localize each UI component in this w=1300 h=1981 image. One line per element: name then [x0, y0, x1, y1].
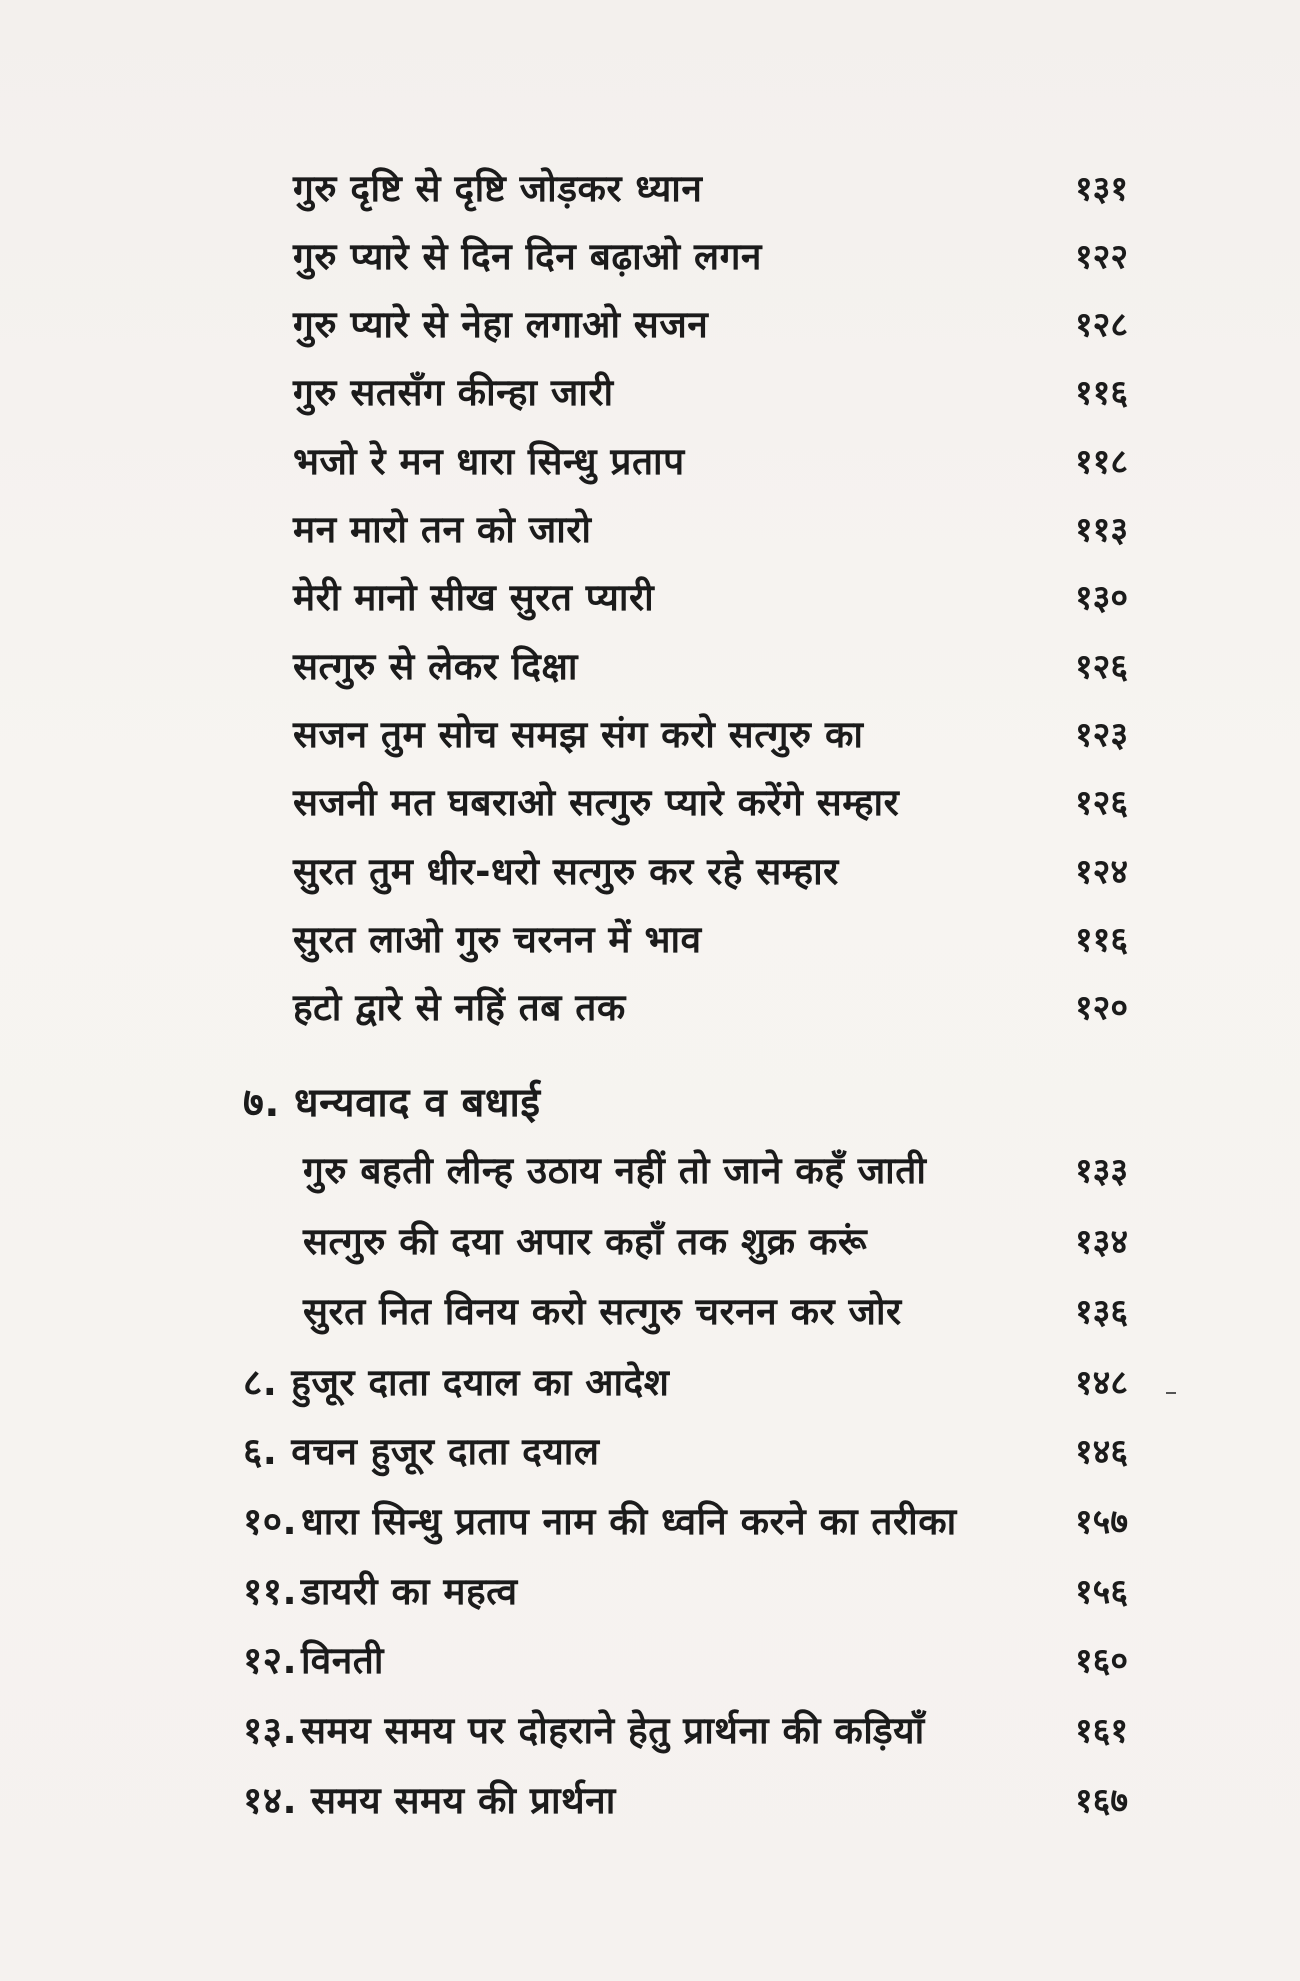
toc-entry [0, 1352, 1300, 1414]
entry-title: गुरु प्यारे से दिन दिन बढ़ाओ लगन [293, 235, 762, 278]
entry-page: ११३ [1074, 510, 1128, 550]
entry-number: १३. [243, 1709, 298, 1752]
entry-page: १४८ [1074, 1363, 1128, 1403]
entry-title [243, 1421, 599, 1483]
entry-page: १२८ [1074, 305, 1128, 345]
toc-entry [0, 1630, 1300, 1692]
toc-entry [0, 567, 1300, 629]
toc-entry [0, 772, 1300, 834]
toc-entry [0, 1491, 1300, 1553]
entry-title: सुरत तुम धीर-धरो सत्गुरु कर रहे सम्हार [293, 850, 839, 893]
entry-number: १०. [243, 1500, 298, 1543]
entry-title: सुरत नित विनय करो सत्गुरु चरनन कर जोर [303, 1290, 902, 1333]
section-heading [0, 1072, 1300, 1134]
entry-title [243, 1630, 384, 1692]
entry-page: ११६ [1074, 373, 1128, 413]
entry-title: मेरी मानो सीख सुरत प्यारी [293, 576, 655, 619]
entry-page: १६७ [1074, 1781, 1128, 1821]
entry-title: गुरु बहती लीन्ह उठाय नहीं तो जाने कहँ जाती [303, 1149, 927, 1192]
toc-entry [0, 909, 1300, 971]
entry-page: १३३ [1074, 1151, 1128, 1191]
entry-text: धारा सिन्धु प्रताप नाम की ध्वनि करने का तरीका [301, 1500, 957, 1543]
entry-page: १२२ [1074, 237, 1128, 277]
print-mark [1166, 1392, 1176, 1394]
entry-text: समय समय की प्रार्थना [311, 1779, 616, 1822]
entry-text: समय समय पर दोहराने हेतु प्रार्थना की कड़ियाँ [301, 1709, 925, 1752]
entry-title: हटो द्वारे से नहिं तब तक [293, 986, 626, 1029]
entry-title [243, 1700, 925, 1762]
entry-title: मन मारो तन को जारो [293, 508, 592, 551]
entry-page: १३४ [1074, 1222, 1128, 1262]
toc-entry [0, 1281, 1300, 1343]
entry-page: ११६ [1074, 920, 1128, 960]
toc-entry [0, 226, 1300, 288]
entry-page: १२६ [1074, 783, 1128, 823]
toc-entry [0, 704, 1300, 766]
entry-title: गुरु सतसँग कीन्हा जारी [293, 371, 614, 414]
entry-page: १६० [1074, 1641, 1128, 1681]
entry-number: ११. [243, 1570, 298, 1613]
toc-entry [0, 362, 1300, 424]
entry-page: १४६ [1074, 1432, 1128, 1472]
entry-page: १२६ [1074, 647, 1128, 687]
entry-text: विनती [301, 1639, 384, 1682]
toc-entry [0, 294, 1300, 356]
entry-text: डायरी का महत्व [301, 1570, 518, 1613]
toc-entry [0, 1561, 1300, 1623]
entry-number: ८. [243, 1361, 278, 1404]
entry-page: १५७ [1074, 1502, 1128, 1542]
toc-entry [0, 431, 1300, 493]
entry-text: वचन हुजूर दाता दयाल [291, 1430, 600, 1473]
entry-title: सत्गुरु की दया अपार कहाँ तक शुक्र करूं [303, 1220, 868, 1263]
toc-entry [0, 1421, 1300, 1483]
toc-entry [0, 1700, 1300, 1762]
entry-page: १२० [1074, 988, 1128, 1028]
section-name: धन्यवाद व बधाई [294, 1080, 541, 1126]
toc-entry [0, 977, 1300, 1039]
toc-entry [0, 499, 1300, 561]
entry-page: १५६ [1074, 1572, 1128, 1612]
entry-title [243, 1770, 616, 1832]
section-title [243, 1072, 540, 1134]
entry-number: १२. [243, 1639, 298, 1682]
entry-page: १३१ [1074, 169, 1128, 209]
toc-entry [0, 841, 1300, 903]
entry-text: हुजूर दाता दयाल का आदेश [291, 1361, 670, 1404]
entry-title: सुरत लाओ गुरु चरनन में भाव [293, 918, 702, 961]
entry-number: १४. [243, 1779, 298, 1822]
entry-page: १३० [1074, 578, 1128, 618]
toc-entry [0, 636, 1300, 698]
entry-title: सत्गुरु से लेकर दिक्षा [293, 645, 579, 688]
entry-title: सजन तुम सोच समझ संग करो सत्गुरु का [293, 713, 864, 756]
entry-title [243, 1352, 669, 1414]
entry-page: १३६ [1074, 1292, 1128, 1332]
toc-entry [0, 1140, 1300, 1202]
entry-page: १२३ [1074, 715, 1128, 755]
entry-page: १६१ [1074, 1711, 1128, 1751]
section-number: ७. [243, 1080, 280, 1126]
entry-page: ११८ [1074, 442, 1128, 482]
entry-title [243, 1561, 518, 1623]
entry-title [243, 1491, 957, 1553]
entry-title: सजनी मत घबराओ सत्गुरु प्यारे करेंगे सम्हार [293, 781, 900, 824]
entry-title: गुरु प्यारे से नेहा लगाओ सजन [293, 303, 709, 346]
entry-title: गुरु दृष्टि से दृष्टि जोड़कर ध्यान [293, 167, 703, 210]
toc-entry [0, 1211, 1300, 1273]
entry-number: ६. [243, 1430, 278, 1473]
entry-page: १२४ [1074, 852, 1128, 892]
toc-entry [0, 1770, 1300, 1832]
toc-entry [0, 158, 1300, 220]
entry-title: भजो रे मन धारा सिन्धु प्रताप [293, 440, 685, 483]
